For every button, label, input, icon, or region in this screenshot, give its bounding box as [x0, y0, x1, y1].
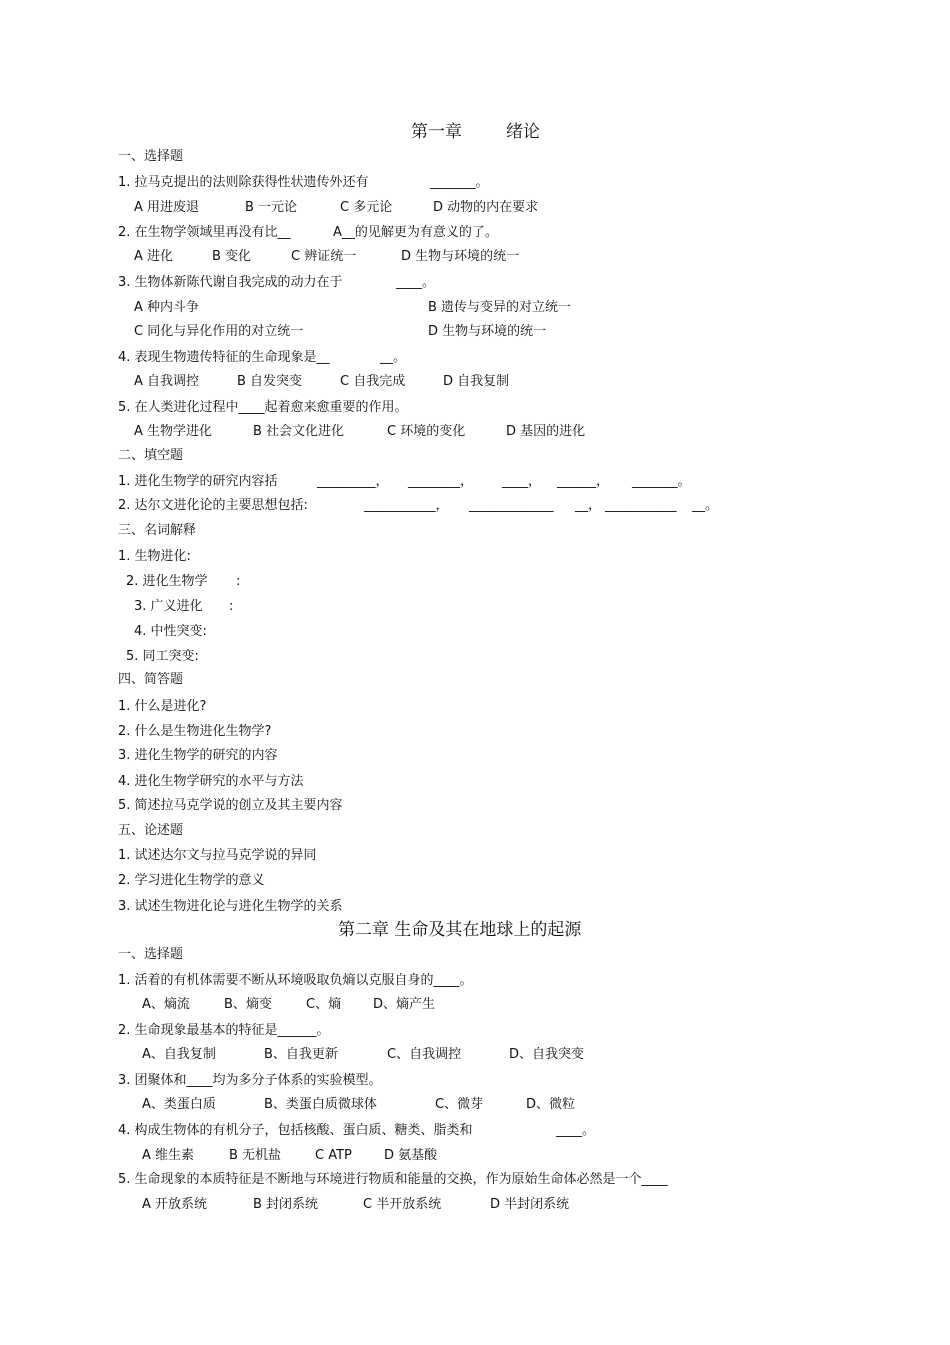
option: A、熵流: [142, 997, 190, 1012]
question: 5. 在人类进化过程中____起着愈来愈重要的作用。: [118, 400, 408, 415]
chapter-1-title-number: 第一章: [411, 122, 462, 142]
option: A 自我调控: [134, 374, 200, 389]
option: B、自我更新: [264, 1047, 338, 1062]
term: 2. 进化生物学: [126, 574, 208, 589]
term: 5. 同工突变:: [126, 649, 199, 664]
option: D 氨基酸: [384, 1148, 438, 1163]
option: C 自我完成: [340, 374, 406, 389]
option: D、熵产生: [373, 997, 436, 1012]
answer-blank: __。: [692, 498, 719, 513]
question: 3. 生物体新陈代谢自我完成的动力在于: [118, 275, 343, 290]
term: 1. 生物进化:: [118, 549, 191, 564]
section-heading: 四、简答题: [118, 672, 184, 687]
question: 1. 活着的有机体需要不断从环境吸取负熵以克服自身的____。: [118, 973, 473, 988]
answer-blank: __。: [380, 350, 407, 365]
option: B、类蛋白质微球体: [264, 1097, 377, 1112]
option: B 遗传与变异的对立统一: [428, 300, 572, 315]
answer-blank: ___________: [605, 498, 677, 513]
option: C 半开放系统: [363, 1197, 442, 1212]
question: 2. 什么是生物进化生物学?: [118, 724, 272, 739]
section-heading: 二、填空题: [118, 448, 184, 463]
question: 1. 拉马克提出的法则除获得性状遗传外还有: [118, 175, 369, 190]
option: D 自我复制: [443, 374, 510, 389]
answer-blank: ____。: [396, 275, 436, 290]
chapter-1-title-name: 绪论: [506, 122, 540, 142]
option: B 封闭系统: [253, 1197, 319, 1212]
option: C 同化与异化作用的对立统一: [134, 324, 304, 339]
answer-blank: ____。: [556, 1123, 596, 1138]
question: 3. 试述生物进化论与进化生物学的关系: [118, 899, 343, 914]
option: C 环境的变化: [387, 424, 466, 439]
answer-blank: ______，: [557, 474, 610, 489]
answer-blank: _______。: [430, 175, 489, 190]
term: 4. 中性突变:: [134, 624, 207, 639]
question: 2. 学习进化生物学的意义: [118, 873, 265, 888]
option: A、自我复制: [142, 1047, 216, 1062]
question: 3. 进化生物学的研究的内容: [118, 748, 278, 763]
option: C 多元论: [340, 200, 393, 215]
option: D 生物与环境的统一: [428, 324, 547, 339]
option: A 开放系统: [142, 1197, 208, 1212]
answer-blank: _______。: [632, 474, 691, 489]
option: A 生物学进化: [134, 424, 213, 439]
option: B 社会文化进化: [253, 424, 345, 439]
section-heading: 五、论述题: [118, 823, 184, 838]
term: 3. 广义进化: [134, 599, 203, 614]
option: B 自发突变: [237, 374, 303, 389]
question: 4. 构成生物体的有机分子，包括核酸、蛋白质、糖类、脂类和: [118, 1123, 473, 1138]
answer-blank: _________，: [317, 474, 389, 489]
section-heading: 一、选择题: [118, 947, 184, 962]
question: 4. 进化生物学研究的水平与方法: [118, 774, 304, 789]
question: 3. 团聚体和____均为多分子体系的实验模型。: [118, 1073, 382, 1088]
option: A 进化: [134, 249, 174, 264]
option: D、微粒: [526, 1097, 576, 1112]
question: 4. 表现生物遗传特征的生命现象是__: [118, 350, 330, 365]
answer-blank: __，: [575, 498, 602, 513]
option: C ATP: [315, 1148, 352, 1163]
section-heading: 三、名词解释: [118, 523, 197, 538]
question: 2. 生命现象最基本的特征是______。: [118, 1023, 330, 1038]
question-continued: A__的见解更为有意义的了。: [333, 225, 498, 240]
answer-blank: ____，: [502, 474, 542, 489]
option: B 无机盐: [229, 1148, 282, 1163]
answer-blank: _____________: [469, 498, 554, 513]
question: 2. 达尔文进化论的主要思想包括:: [118, 498, 308, 513]
question: 1. 试述达尔文与拉马克学说的异同: [118, 848, 317, 863]
question: 5. 简述拉马克学说的创立及其主要内容: [118, 798, 343, 813]
option: C、微芽: [435, 1097, 484, 1112]
question: 1. 什么是进化?: [118, 699, 207, 714]
option: D 生物与环境的统一: [401, 249, 520, 264]
option: B、熵变: [224, 997, 272, 1012]
answer-blank: ___________，: [364, 498, 449, 513]
term-colon: :: [236, 574, 241, 589]
question: 1. 进化生物学的研究内容括: [118, 474, 278, 489]
option: D 动物的内在要求: [433, 200, 539, 215]
option: C 辨证统一: [291, 249, 357, 264]
question: 5. 生命现象的本质特征是不断地与环境进行物质和能量的交换，作为原始生命体必然是一个____: [118, 1172, 668, 1187]
option: D 半封闭系统: [490, 1197, 570, 1212]
option: B 一元论: [245, 200, 298, 215]
option: A 种内斗争: [134, 300, 200, 315]
option: A、类蛋白质: [142, 1097, 216, 1112]
option: A 维生素: [142, 1148, 195, 1163]
option: C、自我调控: [387, 1047, 462, 1062]
chapter-2-title: 第二章 生命及其在地球上的起源: [338, 920, 582, 940]
answer-blank: ________，: [408, 474, 474, 489]
option: D 基因的进化: [506, 424, 586, 439]
question: 2. 在生物学领域里再没有比__: [118, 225, 291, 240]
option: A 用进废退: [134, 200, 200, 215]
option: B 变化: [212, 249, 252, 264]
term-colon: :: [229, 599, 234, 614]
section-heading: 一、选择题: [118, 149, 184, 164]
option: C、熵: [306, 997, 342, 1012]
option: D、自我突变: [509, 1047, 585, 1062]
